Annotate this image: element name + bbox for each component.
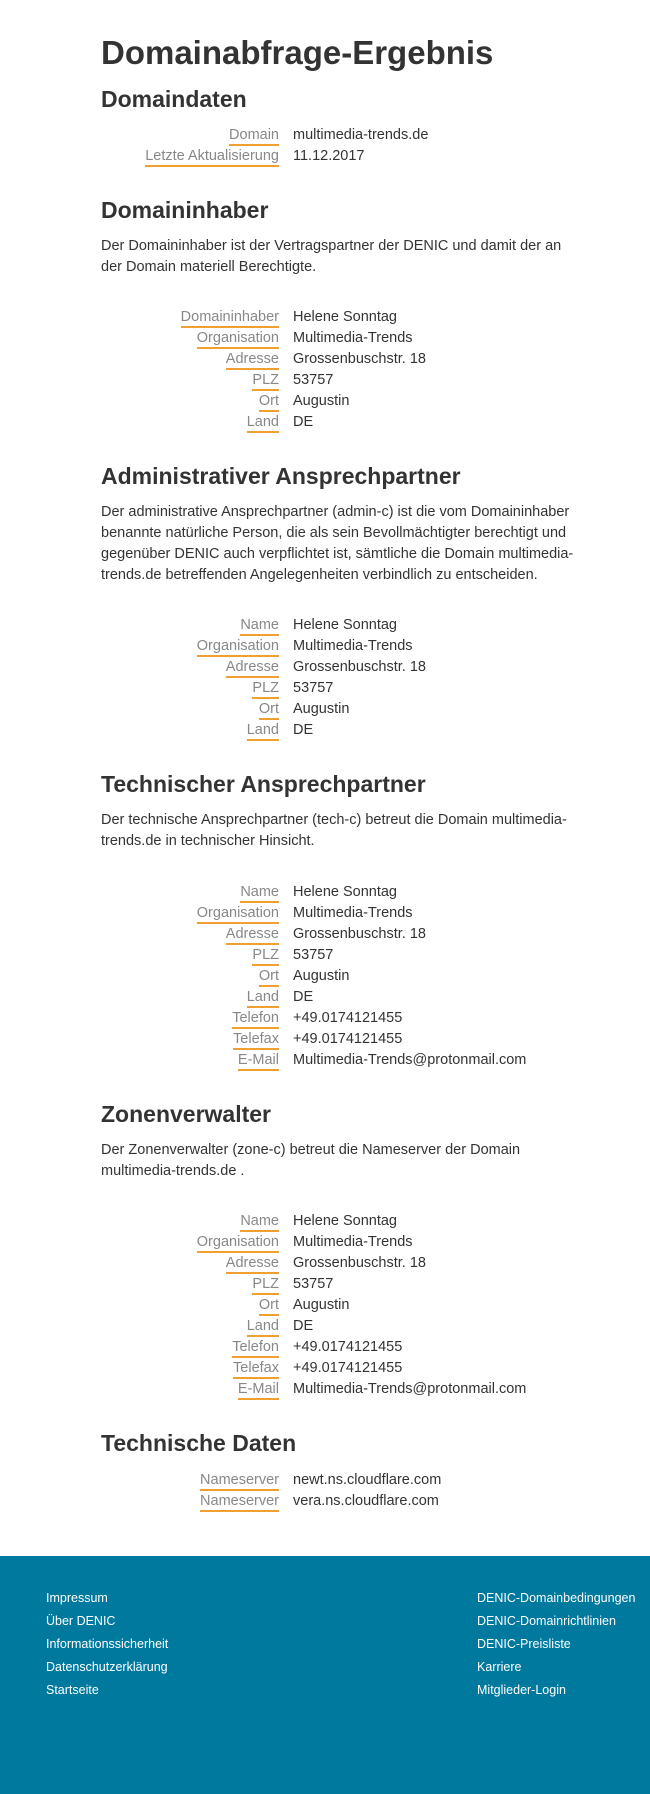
row-value: Helene Sonntag [293,884,397,900]
row-value: Grossenbuschstr. 18 [293,1255,426,1271]
data-row [101,658,581,679]
data-row [101,1275,581,1296]
section-description-domaininhaber: Der Domaininhaber ist der Vertragspartner der DENIC und damit der an der Domain materiell Berechtigte. [101,238,562,275]
row-label: Land [247,1317,279,1337]
section-heading-tech: Technischer Ansprechpartner [101,771,426,797]
row-value: 53757 [293,372,334,388]
data-row [101,1009,581,1030]
row-label: Telefax [233,1359,279,1379]
data-row [101,637,581,658]
row-value: Helene Sonntag [293,309,397,325]
footer-links-left [46,1590,168,1705]
footer-link-startseite[interactable]: Startseite [46,1683,99,1697]
row-value: 53757 [293,947,334,963]
row-label: Ort [259,967,279,987]
row-label: Telefon [232,1338,279,1358]
footer-link-domainbedingungen[interactable]: DENIC-Domainbedingungen [477,1591,636,1605]
row-label: Ort [259,392,279,412]
row-value: Helene Sonntag [293,1213,397,1229]
footer [0,1556,650,1794]
row-value: Multimedia-Trends@protonmail.com [293,1381,527,1397]
row-label: PLZ [252,1275,279,1295]
row-label: Organisation [197,1233,279,1253]
footer-link-informationssicherheit[interactable]: Informationssicherheit [46,1637,169,1651]
row-label: Telefax [233,1030,279,1050]
row-value: Augustin [293,968,350,984]
row-label: Land [247,413,279,433]
footer-link-mitglieder-login[interactable]: Mitglieder-Login [477,1683,566,1697]
section-heading-domaindaten: Domaindaten [101,86,247,112]
data-row [101,1051,581,1072]
row-label: Name [240,1212,279,1232]
row-label: PLZ [252,679,279,699]
data-row [101,1212,581,1233]
section-description-admin: Der administrative Ansprechpartner (admin-c) ist die vom Domaininhaber benannte natürliche Person, die als sein Bevollmächtigter berechtigt und gegenüber DENIC auch verpflichtet ist, sämtliche die Domain multimedia-trends.de betreffenden Angelegenheiten verbindlich zu entscheiden. [101,504,574,583]
row-value: DE [293,722,314,738]
row-value: multimedia-trends.de [293,127,429,143]
data-row [101,392,581,413]
page-title: Domainabfrage-Ergebnis [101,34,494,71]
data-row [101,329,581,350]
data-row [101,679,581,700]
row-value: +49.0174121455 [293,1339,403,1355]
data-row [101,721,581,742]
footer-link-domainrichtlinien[interactable]: DENIC-Domainrichtlinien [477,1614,616,1628]
section-heading-domaininhaber: Domaininhaber [101,197,269,223]
row-label: Name [240,616,279,636]
row-label: Organisation [197,904,279,924]
data-row-domain [101,126,581,147]
row-value: +49.0174121455 [293,1360,403,1376]
row-value: Multimedia-Trends [293,638,413,654]
footer-link-preisliste[interactable]: DENIC-Preisliste [477,1637,571,1651]
row-value: DE [293,1318,314,1334]
row-label: PLZ [252,371,279,391]
row-value: Helene Sonntag [293,617,397,633]
data-row [101,413,581,434]
data-row-letzte-aktualisierung [101,147,581,168]
footer-links-right [477,1590,635,1705]
data-row [101,350,581,371]
row-label: Organisation [197,329,279,349]
data-row [101,371,581,392]
row-label: Nameserver [200,1492,279,1512]
row-label: Name [240,883,279,903]
data-row [101,1296,581,1317]
row-value: Augustin [293,393,350,409]
row-value: Multimedia-Trends [293,330,413,346]
row-label: Adresse [226,1254,279,1274]
row-label: Adresse [226,658,279,678]
data-row [101,1380,581,1401]
row-label: Ort [259,700,279,720]
data-row [101,946,581,967]
row-value: vera.ns.cloudflare.com [293,1493,439,1509]
data-row [101,1317,581,1338]
row-value: DE [293,414,314,430]
section-heading-admin: Administrativer Ansprechpartner [101,463,461,489]
data-row [101,616,581,637]
row-value: 11.12.2017 [293,148,365,164]
row-value: Augustin [293,1297,350,1313]
footer-link-datenschutz[interactable]: Datenschutzerklärung [46,1660,168,1674]
row-label: Organisation [197,637,279,657]
row-label: Adresse [226,925,279,945]
row-value: DE [293,989,314,1005]
row-value: 53757 [293,680,334,696]
row-label: Domaininhaber [181,308,279,328]
row-value: 53757 [293,1276,334,1292]
row-label: Adresse [226,350,279,370]
footer-link-impressum[interactable]: Impressum [46,1591,108,1605]
section-heading-zone: Zonenverwalter [101,1101,271,1127]
row-value: Grossenbuschstr. 18 [293,659,426,675]
data-row [101,988,581,1009]
data-row [101,1338,581,1359]
row-label: E-Mail [238,1380,279,1400]
data-row [101,1359,581,1380]
data-row [101,1492,581,1513]
section-description-zone: Der Zonenverwalter (zone-c) betreut die Nameserver der Domain multimedia-trends.de . [101,1142,521,1179]
row-value: Multimedia-Trends [293,905,413,921]
data-row [101,1254,581,1275]
row-value: Grossenbuschstr. 18 [293,351,426,367]
row-value: Augustin [293,701,350,717]
row-label: Domain [229,126,279,146]
data-row [101,1233,581,1254]
section-heading-techdaten: Technische Daten [101,1430,297,1456]
data-row [101,967,581,988]
row-label: Land [247,988,279,1008]
row-label: Land [247,721,279,741]
data-row [101,700,581,721]
footer-link-ueber-denic[interactable]: Über DENIC [46,1614,116,1628]
row-value: +49.0174121455 [293,1031,403,1047]
data-row [101,925,581,946]
row-label: Ort [259,1296,279,1316]
section-description-tech: Der technische Ansprechpartner (tech-c) betreut die Domain multimedia-trends.de in technischer Hinsicht. [101,812,567,849]
row-label: Letzte Aktualisierung [145,147,279,167]
row-value: +49.0174121455 [293,1010,403,1026]
footer-link-karriere[interactable]: Karriere [477,1660,522,1674]
row-label: E-Mail [238,1051,279,1071]
row-label: Telefon [232,1009,279,1029]
data-row [101,1471,581,1492]
row-label: PLZ [252,946,279,966]
row-label: Nameserver [200,1471,279,1491]
data-row [101,308,581,329]
row-value: Multimedia-Trends@protonmail.com [293,1052,527,1068]
data-row [101,1030,581,1051]
row-value: newt.ns.cloudflare.com [293,1472,442,1488]
row-value: Multimedia-Trends [293,1234,413,1250]
data-row [101,904,581,925]
row-value: Grossenbuschstr. 18 [293,926,426,942]
data-row [101,883,581,904]
